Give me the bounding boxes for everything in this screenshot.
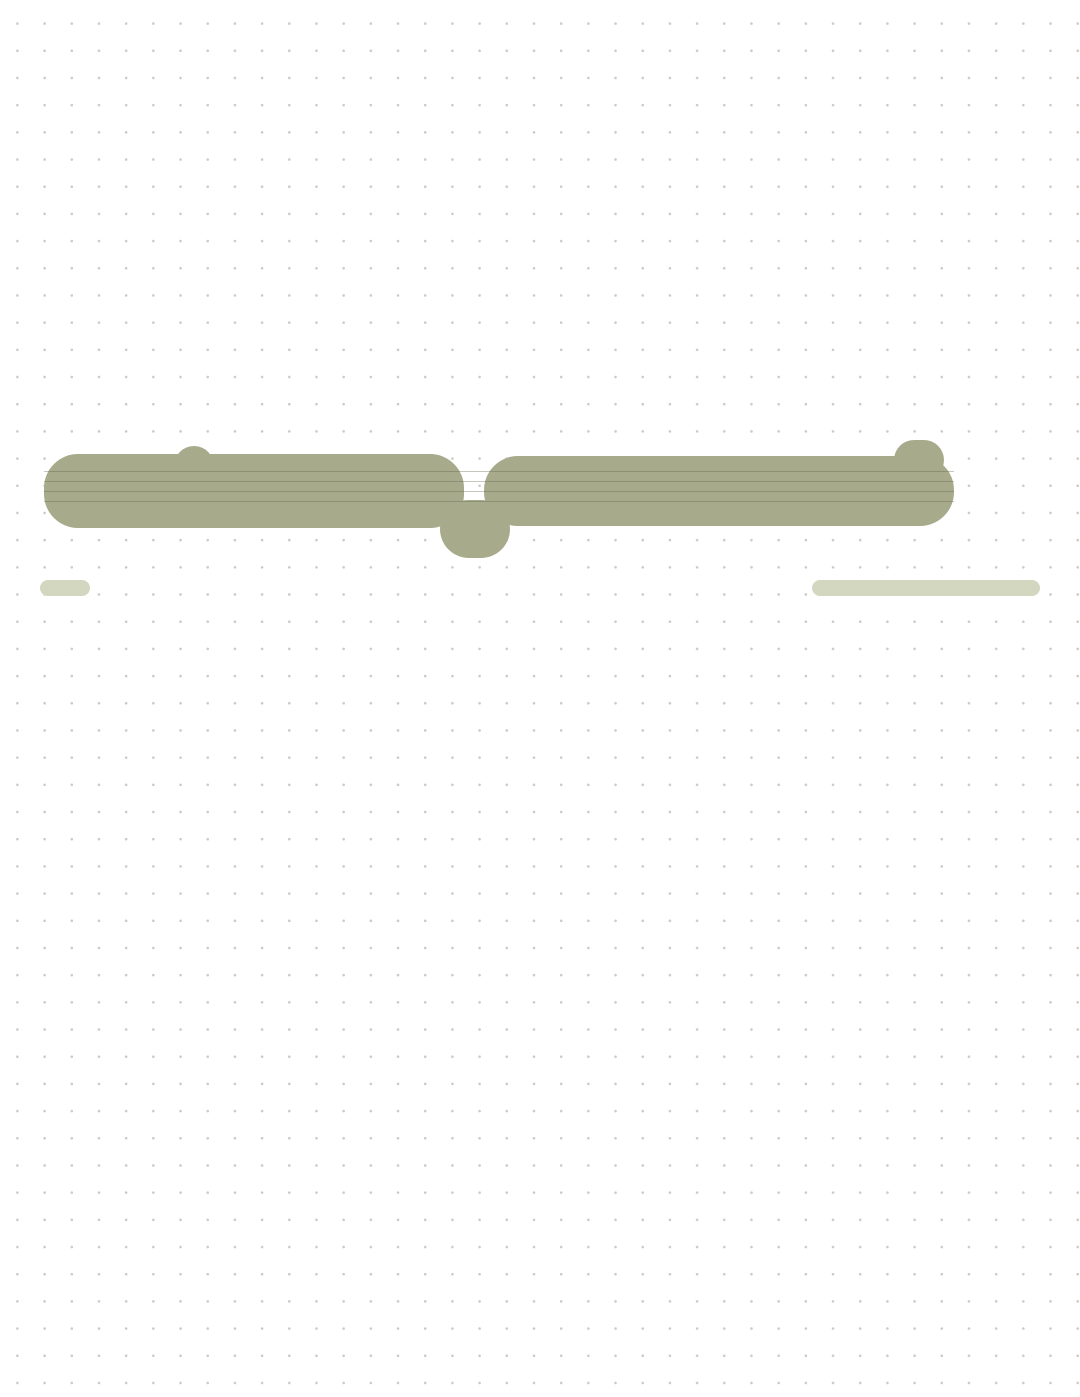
title-highlight [484,456,954,526]
title-highlight [44,454,464,528]
title-highlight [440,500,510,558]
title-highlight [894,440,944,480]
page-title [44,440,954,560]
section-pill-left [40,580,90,596]
title-highlight [174,446,214,486]
section-pill-right [812,580,1040,596]
